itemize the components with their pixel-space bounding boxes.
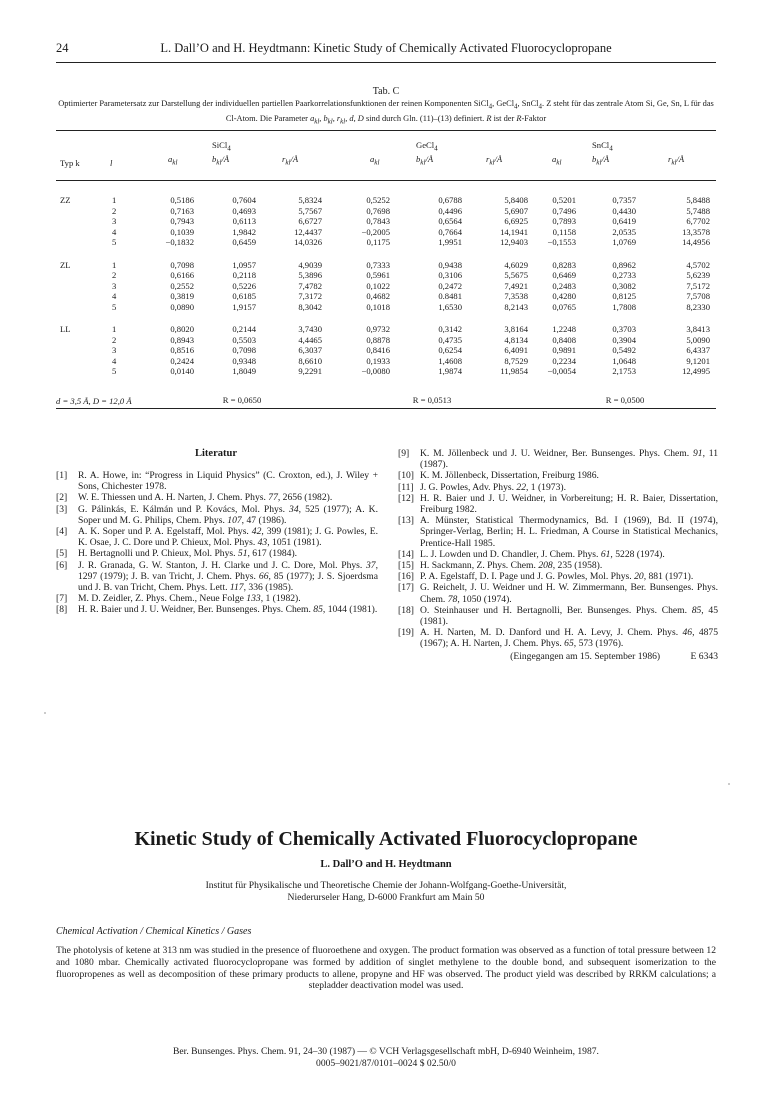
pair-type bbox=[56, 302, 108, 313]
table-label: Tab. C bbox=[372, 86, 400, 97]
value-cell: 9,2291 bbox=[298, 366, 322, 377]
value-cell: 8,7529 bbox=[504, 355, 528, 366]
index-cell: 3 bbox=[112, 280, 117, 291]
pair-type bbox=[56, 291, 108, 302]
running-title: L. Dall’O and H. Heydtmann: Kinetic Study of Chemically Activated Fluorocyclopropane bbox=[160, 41, 612, 55]
value-cell: 0,7664 bbox=[438, 226, 462, 237]
value-cell: 4,4465 bbox=[298, 334, 322, 345]
pair-type bbox=[56, 206, 108, 217]
value-cell: 0,3819 bbox=[170, 291, 194, 302]
value-cell: 0,3106 bbox=[438, 270, 462, 281]
value-cell: 5,6239 bbox=[686, 270, 710, 281]
value-cell: 0,1039 bbox=[170, 226, 194, 237]
table-row bbox=[56, 281, 716, 292]
value-cell: −0,0080 bbox=[361, 366, 390, 377]
reference-item bbox=[398, 470, 718, 481]
value-cell: 4,9039 bbox=[298, 259, 322, 270]
received-line bbox=[398, 651, 718, 662]
group-zl bbox=[56, 248, 716, 313]
value-cell: 0,0890 bbox=[170, 301, 194, 312]
value-cell: 0,1175 bbox=[366, 237, 390, 248]
value-cell: 0,8943 bbox=[170, 334, 194, 345]
reference-item bbox=[398, 627, 718, 649]
reference-item bbox=[398, 549, 718, 560]
compound-header: SnCl$_4$ bbox=[592, 131, 646, 155]
value-cell: 0.8481 bbox=[438, 291, 462, 302]
value-cell: 0,4735 bbox=[438, 334, 462, 345]
r-factor: R = 0,0650 bbox=[154, 377, 330, 409]
table-footnote: d = 3,5 Å, D = 12,0 Å bbox=[56, 396, 132, 406]
value-cell: 0,4693 bbox=[232, 205, 256, 216]
reference-number: [14] bbox=[398, 548, 414, 560]
value-cell: 4,8134 bbox=[504, 334, 528, 345]
scan-speck bbox=[44, 712, 46, 714]
index-cell: 1 bbox=[112, 195, 117, 206]
value-cell: 14,4956 bbox=[682, 237, 710, 248]
reference-item bbox=[398, 448, 718, 470]
pair-type bbox=[56, 356, 108, 367]
reference-item bbox=[56, 526, 378, 548]
value-cell: 7,4782 bbox=[298, 280, 322, 291]
value-cell: 3,7430 bbox=[298, 324, 322, 335]
reference-text: W. E. Thiessen und A. H. Narten, J. Chem. Phys. 77, 2656 (1982). bbox=[78, 492, 333, 504]
pair-type bbox=[56, 270, 108, 281]
col-header-l: l bbox=[108, 154, 154, 181]
value-cell: 2,1753 bbox=[612, 366, 636, 377]
value-cell: 0,8878 bbox=[366, 334, 390, 345]
table-row bbox=[56, 227, 716, 238]
value-cell: 1,4608 bbox=[438, 355, 462, 366]
value-cell: 0,7604 bbox=[232, 195, 256, 206]
reference-number: [5] bbox=[56, 548, 68, 560]
value-cell: 0,4280 bbox=[552, 291, 576, 302]
pair-type bbox=[56, 227, 108, 238]
institute-line: Institut für Physikalische und Theoretische Chemie der Johann-Wolfgang-Goethe-Universität, bbox=[205, 880, 567, 891]
value-cell: 1,9842 bbox=[232, 226, 256, 237]
value-cell: 9,1201 bbox=[686, 355, 710, 366]
value-cell: 5,8408 bbox=[504, 195, 528, 206]
reference-number: [12] bbox=[398, 492, 414, 504]
value-cell: 0,8283 bbox=[552, 259, 576, 270]
reference-number: [11] bbox=[398, 481, 414, 493]
value-cell: 0,7943 bbox=[170, 216, 194, 227]
value-cell: 0,7163 bbox=[170, 205, 194, 216]
value-cell: 6,3037 bbox=[298, 345, 322, 356]
compound-header: SiCl$_4$ bbox=[212, 131, 268, 155]
value-cell: 7,3538 bbox=[504, 291, 528, 302]
value-cell: 7,4921 bbox=[504, 280, 528, 291]
reference-text: A. H. Narten, M. D. Danford und H. A. Levy, J. Chem. Phys. 46, 4875 (1967); A. H. Narten, J. Chem. Phys. 65, 573 (1976). bbox=[420, 627, 718, 650]
index-cell: 5 bbox=[112, 366, 117, 377]
pair-type: LL bbox=[60, 324, 71, 335]
reference-number: [1] bbox=[56, 470, 68, 481]
value-cell: 8,2330 bbox=[686, 301, 710, 312]
reference-number: [19] bbox=[398, 627, 414, 639]
article-authors: L. Dall’O and H. Heydtmann bbox=[320, 859, 452, 870]
reference-text: J. G. Powles, Adv. Phys. 22, 1 (1973). bbox=[420, 481, 566, 493]
value-cell: 0,8125 bbox=[612, 291, 636, 302]
value-cell: 5,0090 bbox=[686, 334, 710, 345]
value-cell: 0,8516 bbox=[170, 345, 194, 356]
col-header-r: $r_{kl}/Å$ bbox=[268, 154, 330, 181]
value-cell: 6,4091 bbox=[504, 345, 528, 356]
reference-item bbox=[56, 548, 378, 559]
reference-text: G. Pálinkás, E. Kálmán und P. Kovács, Mol. Phys. 34, 525 (1977); A. K. Soper und M. G. Philips, Chem. Phys. 107, 47 (1986). bbox=[78, 503, 378, 526]
col-header-type: Typ k bbox=[56, 154, 108, 181]
value-cell: 0,4496 bbox=[438, 205, 462, 216]
index-cell: 4 bbox=[112, 291, 117, 302]
table-row bbox=[56, 181, 716, 206]
value-cell: 1,9157 bbox=[232, 301, 256, 312]
value-cell: 8,6610 bbox=[298, 355, 322, 366]
value-cell: 8,2143 bbox=[504, 301, 528, 312]
compound-header: GeCl$_4$ bbox=[416, 131, 472, 155]
value-cell: 0,2733 bbox=[612, 270, 636, 281]
pair-type bbox=[56, 366, 108, 377]
value-cell: 0,4430 bbox=[612, 205, 636, 216]
value-cell: 0,6419 bbox=[612, 216, 636, 227]
value-cell: 11,9854 bbox=[500, 366, 528, 377]
value-cell: 1,8049 bbox=[232, 366, 256, 377]
reference-text: O. Steinhauser und H. Bertagnolli, Ber. Bunsenges. Phys. Chem. 85, 45 (1981). bbox=[420, 604, 718, 628]
value-cell: 0,6166 bbox=[170, 270, 194, 281]
value-cell: 14,1941 bbox=[500, 226, 528, 237]
reference-list-right bbox=[398, 448, 718, 662]
value-cell: 12,4995 bbox=[682, 366, 710, 377]
value-cell: 0,3142 bbox=[438, 324, 462, 335]
value-cell: 5,3896 bbox=[298, 270, 322, 281]
table-row bbox=[56, 356, 716, 367]
reference-item bbox=[398, 493, 718, 515]
table-row bbox=[56, 291, 716, 302]
value-cell: 0,5252 bbox=[366, 195, 390, 206]
value-cell: 0,8408 bbox=[552, 334, 576, 345]
value-cell: 7,3172 bbox=[298, 291, 322, 302]
manuscript-number: E 6343 bbox=[690, 650, 718, 662]
running-header bbox=[56, 38, 716, 63]
index-cell: 2 bbox=[112, 270, 117, 281]
value-cell: 2,0535 bbox=[612, 226, 636, 237]
index-cell: 1 bbox=[112, 259, 117, 270]
reference-item bbox=[56, 604, 378, 615]
value-cell: 0,8020 bbox=[170, 324, 194, 335]
reference-number: [13] bbox=[398, 515, 414, 527]
reference-number: [3] bbox=[56, 503, 68, 515]
reference-text: J. R. Granada, G. W. Stanton, J. H. Clarke und J. C. Dore, Mol. Phys. 37, 1297 (1979); J. B. van Tricht, J. Chem. Phys. 66, 85 (1977); J. S. Sjoerdsma und J. B. van Tricht, Chem. Phys. Lett. 117, 336 (1985). bbox=[78, 559, 378, 594]
reference-item bbox=[56, 504, 378, 526]
value-cell: 5,6907 bbox=[504, 205, 528, 216]
reference-text: A. K. Soper und P. A. Egelstaff, Mol. Phys. 42, 399 (1981); J. G. Powles, E. K. Osae, J. C. Dore und P. Chieux, Mol. Phys. 43, 1051 (1981). bbox=[78, 526, 378, 549]
value-cell: 0,3703 bbox=[612, 324, 636, 335]
index-cell: 4 bbox=[112, 226, 117, 237]
value-cell: 0,5226 bbox=[232, 280, 256, 291]
scan-speck bbox=[728, 783, 730, 785]
article-title: Kinetic Study of Chemically Activated Fluorocyclopropane bbox=[134, 828, 638, 850]
value-cell: 0,8416 bbox=[366, 345, 390, 356]
reference-text: H. Bertagnolli und P. Chieux, Mol. Phys. 51, 617 (1984). bbox=[78, 548, 298, 560]
value-cell: 4,6029 bbox=[504, 259, 528, 270]
pair-type: ZZ bbox=[60, 195, 71, 206]
reference-list-left bbox=[56, 470, 378, 616]
value-cell: 12,9403 bbox=[500, 237, 528, 248]
value-cell: 0,7698 bbox=[366, 205, 390, 216]
value-cell: 0,3082 bbox=[612, 280, 636, 291]
value-cell: 1,9951 bbox=[438, 237, 462, 248]
col-header-b: $b_{kl}/Å$ bbox=[416, 154, 472, 181]
value-cell: 0,6185 bbox=[232, 291, 256, 302]
pair-type: ZL bbox=[60, 259, 71, 270]
reference-number: [4] bbox=[56, 526, 68, 538]
col-header-a: $a_{kl}$ bbox=[154, 154, 212, 181]
value-cell: 5,7488 bbox=[686, 205, 710, 216]
reference-item bbox=[398, 515, 718, 549]
value-cell: 3,8413 bbox=[686, 324, 710, 335]
table-row bbox=[56, 216, 716, 227]
reference-text: R. A. Howe, in: “Progress in Liquid Physics” (C. Croxton, ed.), J. Wiley + Sons, Chichester 1978. bbox=[78, 470, 378, 493]
group-zz bbox=[56, 181, 716, 248]
issn-line: 0005–9021/87/0101–0024 $ 02.50/0 bbox=[316, 1057, 456, 1069]
value-cell: 0,0140 bbox=[170, 366, 194, 377]
value-cell: −0,1832 bbox=[165, 237, 194, 248]
reference-item bbox=[56, 593, 378, 604]
reference-number: [7] bbox=[56, 593, 68, 605]
value-cell: 4,5702 bbox=[686, 259, 710, 270]
value-cell: 0,5186 bbox=[170, 195, 194, 206]
index-cell: 2 bbox=[112, 205, 117, 216]
reference-text: M. D. Zeidler, Z. Phys. Chem., Neue Folge 133, 1 (1982). bbox=[78, 593, 301, 605]
value-cell: 0,6254 bbox=[438, 345, 462, 356]
value-cell: 0,5503 bbox=[232, 334, 256, 345]
value-cell: 0,6564 bbox=[438, 216, 462, 227]
reference-number: [17] bbox=[398, 582, 414, 594]
value-cell: 1,0957 bbox=[232, 259, 256, 270]
keywords: Chemical Activation / Chemical Kinetics / Gases bbox=[56, 926, 252, 937]
value-cell: 0,1018 bbox=[366, 301, 390, 312]
pair-type bbox=[56, 216, 108, 227]
value-cell: 0,2424 bbox=[170, 355, 194, 366]
value-cell: 0,6788 bbox=[438, 195, 462, 206]
value-cell: −0,2005 bbox=[361, 226, 390, 237]
value-cell: 5,7567 bbox=[298, 205, 322, 216]
value-cell: 0,7893 bbox=[552, 216, 576, 227]
reference-number: [6] bbox=[56, 559, 68, 571]
value-cell: 6,6925 bbox=[504, 216, 528, 227]
page-number: 24 bbox=[56, 41, 69, 55]
citation-line: Ber. Bunsenges. Phys. Chem. 91, 24–30 (1987) — © VCH Verlagsgesellschaft mbH, D-6940 Weinheim, 1987. bbox=[173, 1046, 599, 1057]
reference-text: K. M. Jöllenbeck und J. U. Weidner, Ber. Bunsenges. Phys. Chem. 91, 11 (1987). bbox=[420, 448, 718, 471]
value-cell: 5,8488 bbox=[686, 195, 710, 206]
literature-heading: Literatur bbox=[195, 448, 237, 459]
value-cell: 0,1158 bbox=[552, 226, 576, 237]
institute-address bbox=[56, 880, 716, 903]
institute-line: Niederurseler Hang, D-6000 Frankfurt am Main 50 bbox=[287, 891, 485, 903]
received-date: (Eingegangen am 15. September 1986) bbox=[510, 650, 661, 662]
value-cell: 5,8324 bbox=[298, 195, 322, 206]
col-header-r: $r_{kl}/Å$ bbox=[646, 154, 716, 181]
index-cell: 3 bbox=[112, 345, 117, 356]
index-cell: 5 bbox=[112, 237, 117, 248]
reference-item bbox=[56, 470, 378, 492]
value-cell: 1,0769 bbox=[612, 237, 636, 248]
value-cell: 1,0648 bbox=[612, 355, 636, 366]
value-cell: 6,6727 bbox=[298, 216, 322, 227]
reference-item bbox=[56, 560, 378, 594]
value-cell: 7,5172 bbox=[686, 280, 710, 291]
value-cell: 0,6469 bbox=[552, 270, 576, 281]
reference-text: A. Münster, Statistical Thermodynamics, Bd. I (1969), Bd. II (1974), Springer-Verlag, Berlin; H. L. Friedman, A Course in Statistical Mechanics, Prentice-Hall 1985. bbox=[420, 515, 718, 549]
value-cell: 0,9891 bbox=[552, 345, 576, 356]
value-cell: 0,8962 bbox=[612, 259, 636, 270]
value-cell: 8,3042 bbox=[298, 301, 322, 312]
reference-text: G. Reichelt, J. U. Weidner und H. W. Zimmermann, Ber. Bunsenges. Phys. Chem. 78, 1050 (1974). bbox=[420, 582, 718, 605]
value-cell: 1,6530 bbox=[438, 301, 462, 312]
col-header-r: $r_{kl}/Å$ bbox=[472, 154, 534, 181]
index-cell: 1 bbox=[112, 324, 117, 335]
r-factor: R = 0,0513 bbox=[330, 377, 534, 409]
value-cell: 0,7098 bbox=[170, 259, 194, 270]
reference-number: [18] bbox=[398, 604, 414, 616]
parameter-table bbox=[56, 130, 716, 409]
value-cell: 3,8164 bbox=[504, 324, 528, 335]
value-cell: 0,5961 bbox=[366, 270, 390, 281]
value-cell: 0,6459 bbox=[232, 237, 256, 248]
value-cell: 0,2472 bbox=[438, 280, 462, 291]
reference-number: [2] bbox=[56, 492, 68, 504]
table-row bbox=[56, 270, 716, 281]
table-row bbox=[56, 312, 716, 335]
value-cell: 0,2552 bbox=[170, 280, 194, 291]
group-ll bbox=[56, 312, 716, 377]
reference-item bbox=[398, 482, 718, 493]
r-factor: R = 0,0500 bbox=[534, 377, 716, 409]
value-cell: 7,5708 bbox=[686, 291, 710, 302]
pair-type bbox=[56, 345, 108, 356]
value-cell: 0,7333 bbox=[366, 259, 390, 270]
reference-text: L. J. Lowden und D. Chandler, J. Chem. Phys. 61, 5228 (1974). bbox=[420, 548, 665, 560]
pair-type bbox=[56, 335, 108, 346]
value-cell: 1,2248 bbox=[552, 324, 576, 335]
reference-number: [15] bbox=[398, 560, 414, 572]
value-cell: 0,1022 bbox=[366, 280, 390, 291]
table-row bbox=[56, 335, 716, 346]
value-cell: 0,7843 bbox=[366, 216, 390, 227]
reference-item bbox=[398, 560, 718, 571]
col-header-b: $b_{kl}/Å$ bbox=[592, 154, 646, 181]
value-cell: −0,1553 bbox=[547, 237, 576, 248]
table-row bbox=[56, 302, 716, 313]
pair-type bbox=[56, 237, 108, 248]
reference-item bbox=[398, 605, 718, 627]
value-cell: 0,5201 bbox=[552, 195, 576, 206]
value-cell: 0,1933 bbox=[366, 355, 390, 366]
col-header-a: $a_{kl}$ bbox=[534, 154, 592, 181]
reference-number: [8] bbox=[56, 604, 68, 616]
index-cell: 5 bbox=[112, 301, 117, 312]
index-cell: 4 bbox=[112, 355, 117, 366]
value-cell: 12,4437 bbox=[294, 226, 322, 237]
value-cell: 0,4682 bbox=[366, 291, 390, 302]
col-header-b: $b_{kl}/Å$ bbox=[212, 154, 268, 181]
reference-number: [10] bbox=[398, 470, 414, 482]
value-cell: 0,7098 bbox=[232, 345, 256, 356]
r-factor-row bbox=[56, 377, 716, 409]
table-row bbox=[56, 206, 716, 217]
pair-type bbox=[56, 281, 108, 292]
value-cell: −0,0054 bbox=[547, 366, 576, 377]
value-cell: 0,5492 bbox=[612, 345, 636, 356]
reference-item bbox=[398, 571, 718, 582]
abstract: The photolysis of ketene at 313 nm was studied in the presence of fluoroethene and oxygen. The product formation was observed as a function of total pressure between 12 and 1080 mbar. Chemically activated fluorocyclopropane was formed by addition of singlet methylene to the double bond, and subsequent isomerization to the fluoropropenes as well as decomposition of these primary products to allene, propyne and HF was observed. The product yield was described by RRKM calculations; a stepladder deactivation model was used. bbox=[56, 945, 716, 992]
value-cell: 1,7808 bbox=[612, 301, 636, 312]
citation-footer bbox=[56, 1046, 716, 1069]
reference-text: H. R. Baier und J. U. Weidner, in Vorbereitung; H. R. Baier, Dissertation, Freiburg 1982. bbox=[420, 492, 718, 516]
reference-number: [16] bbox=[398, 571, 414, 583]
value-cell: 0,2118 bbox=[232, 270, 256, 281]
reference-text: P. A. Egelstaff, D. I. Page und J. G. Powles, Mol. Phys. 20, 881 (1971). bbox=[420, 571, 694, 583]
value-cell: 0,9732 bbox=[366, 324, 390, 335]
value-cell: 0,9348 bbox=[232, 355, 256, 366]
index-cell: 3 bbox=[112, 216, 117, 227]
value-cell: 0,2234 bbox=[552, 355, 576, 366]
value-cell: 0,0765 bbox=[552, 301, 576, 312]
value-cell: 13,3578 bbox=[682, 226, 710, 237]
value-cell: 5,5675 bbox=[504, 270, 528, 281]
table-row bbox=[56, 237, 716, 248]
value-cell: 6,4337 bbox=[686, 345, 710, 356]
col-header-a: $a_{kl}$ bbox=[330, 154, 416, 181]
value-cell: 0,7357 bbox=[612, 195, 636, 206]
value-cell: 0,9438 bbox=[438, 259, 462, 270]
table-row bbox=[56, 345, 716, 356]
value-cell: 0,2144 bbox=[232, 324, 256, 335]
value-cell: 0,7496 bbox=[552, 205, 576, 216]
value-cell: 0,6113 bbox=[232, 216, 256, 227]
value-cell: 6,7702 bbox=[686, 216, 710, 227]
reference-text: K. M. Jöllenbeck, Dissertation, Freiburg 1986. bbox=[420, 470, 599, 482]
table-row bbox=[56, 248, 716, 271]
reference-number: [9] bbox=[398, 448, 410, 459]
reference-item bbox=[398, 582, 718, 604]
table-caption: Optimierter Parametersatz zur Darstellung der individuellen partiellen Paarkorrelationsfunktionen der reinen Komponenten SiCl$_4$, GeCl$_4$, SnCl$_4$. Z steht für das zentrale Atom Si, Ge, Sn, L für das Cl-Atom. Die Parameter $a_{kl}$, $b_{kl}$, $r_{kl}$, d, D sind durch Gln. (11)–(13) definiert. R ist der R-Faktor bbox=[58, 99, 714, 126]
reference-text: H. Sackmann, Z. Phys. Chem. 208, 235 (1958). bbox=[420, 560, 603, 572]
value-cell: 0,3904 bbox=[612, 334, 636, 345]
value-cell: 0,2483 bbox=[552, 280, 576, 291]
index-cell: 2 bbox=[112, 334, 117, 345]
reference-text: H. R. Baier und J. U. Weidner, Ber. Bunsenges. Phys. Chem. 85, 1044 (1981). bbox=[78, 604, 378, 616]
table-row bbox=[56, 366, 716, 377]
value-cell: 14,0326 bbox=[294, 237, 322, 248]
value-cell: 1,9874 bbox=[438, 366, 462, 377]
reference-item bbox=[56, 492, 378, 503]
